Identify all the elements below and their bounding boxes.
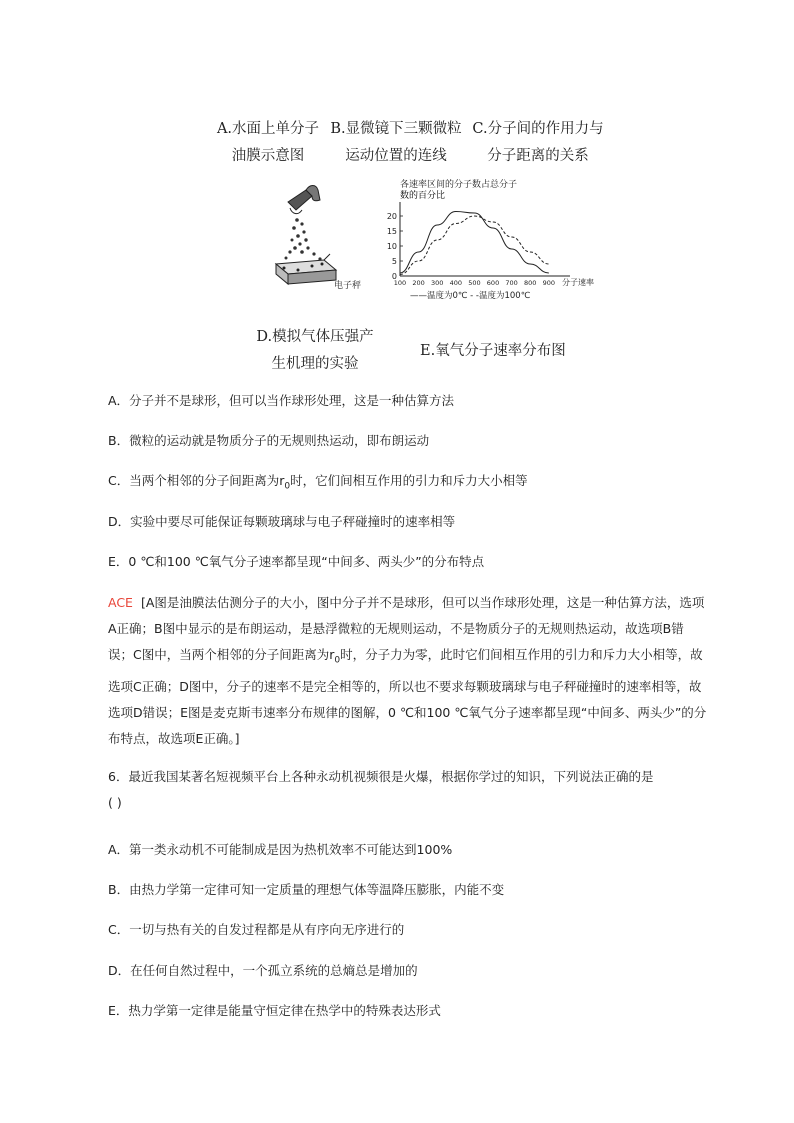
q5-option-a: A．分子并不是球形，但可以当作球形处理，这是一种估算方法 — [108, 393, 455, 408]
caption-b — [326, 117, 466, 165]
q6-option-e: E．热力学第一定律是能量守恒定律在热学中的特殊表达形式 — [108, 1003, 441, 1018]
caption-a-line1: A.水面上单分子 — [216, 121, 320, 137]
x-axis-label: 分子速率 — [562, 278, 594, 287]
caption-c-line2: 分子距离的关系 — [487, 148, 589, 164]
x-tick-label: 400 — [449, 279, 463, 287]
q6-option-c: C．一切与热有关的自发过程都是从有序向无序进行的 — [108, 922, 405, 937]
x-tick-label: 200 — [412, 279, 425, 287]
caption-a-line2: 油膜示意图 — [231, 148, 305, 164]
answer-text-2: 时，分子力为零，此时它们间相互作用的引力和斥力大小相等，故选项C正确；D图中，分子的速率不是完全相等的，所以也不要求每颗玻璃球与电子秤碰撞时的速率相等，故选项D错误；E图是麦克斯韦速率分布规律的图解，0 ℃和100 ℃氧气分子速率都呈现“中间多、两头少”的分布特点，故选项E正确。] — [108, 647, 707, 746]
q6-stem-bracket: ( ) — [108, 795, 122, 810]
q5-option-c — [108, 471, 528, 492]
x-tick-label: 900 — [542, 279, 556, 287]
x-tick-label: 100 — [393, 279, 407, 287]
q5-option-c-subscript: 0 — [284, 481, 291, 492]
y-tick-label: 0 — [391, 272, 397, 281]
series-line-0 — [400, 212, 549, 274]
caption-d-line1: D.模拟气体压强产 — [256, 329, 374, 345]
series-line-1 — [400, 216, 549, 275]
caption-b-line2: 运动位置的连线 — [345, 148, 447, 164]
caption-d-line2: 生机理的实验 — [271, 356, 359, 372]
caption-d — [250, 325, 380, 373]
scale-experiment-figure — [262, 180, 372, 295]
answer-subscript: 0 — [334, 655, 341, 666]
scale-label: 电子秤 — [334, 281, 362, 291]
chart-title-line2: 数的百分比 — [400, 191, 446, 201]
caption-c — [466, 117, 610, 165]
y-tick-label: 15 — [386, 227, 397, 236]
q6-stem — [108, 764, 718, 816]
x-tick-label: 500 — [468, 279, 481, 287]
q6-option-a: A．第一类永动机不可能制成是因为热机效率不可能达到100% — [108, 842, 453, 857]
answer-tag: ACE — [108, 595, 133, 610]
caption-e: E.氧气分子速率分布图 — [420, 343, 566, 359]
q5-option-c-text-2: 时，它们间相互作用的引力和斥力大小相等 — [290, 473, 528, 488]
chart-legend: ——温度为0℃ - -温度为100℃ — [410, 291, 531, 301]
x-tick-label: 600 — [486, 279, 500, 287]
velocity-distribution-chart — [380, 176, 600, 302]
answer-text-1: [A图是油膜法估测分子的大小，图中分子并不是球形，但可以当作球形处理，这是一种估算方法，选项A正确；B图中显示的是布朗运动，是悬浮微粒的无规则运动，不是物质分子的无规则热运动，故选项B错误；C图中，当两个相邻的分子间距离为r — [108, 595, 705, 662]
caption-a — [213, 117, 323, 165]
x-tick-label: 700 — [505, 279, 518, 287]
chart-title-line1: 各速率区间的分子数占总分子 — [400, 180, 518, 190]
q5-option-e: E．0 ℃和100 ℃氧气分子速率都呈现“中间多、两头少”的分布特点 — [108, 554, 485, 569]
caption-c-line1: C.分子间的作用力与 — [472, 121, 604, 137]
caption-b-line1: B.显微镜下三颗微粒 — [330, 121, 462, 137]
y-tick-label: 5 — [391, 257, 397, 266]
q6-option-d: D．在任何自然过程中，一个孤立系统的总熵总是增加的 — [108, 963, 418, 978]
x-tick-label: 300 — [430, 279, 444, 287]
q6-option-b: B．由热力学第一定律可知一定质量的理想气体等温降压膨胀，内能不变 — [108, 882, 505, 897]
y-tick-label: 20 — [386, 212, 397, 221]
x-tick-label: 800 — [524, 279, 537, 287]
q5-option-b: B．微粒的运动就是物质分子的无规则热运动，即布朗运动 — [108, 433, 430, 448]
q5-option-c-text-1: C．当两个相邻的分子间距离为r — [108, 473, 285, 488]
q5-answer-explanation — [108, 590, 708, 752]
q6-stem-line1: 6．最近我国某著名短视频平台上各种永动机视频很是火爆，根据你学过的知识，下列说法正确的是 — [108, 769, 654, 784]
y-tick-label: 10 — [386, 242, 397, 251]
q5-option-d: D．实验中要尽可能保证每颗玻璃球与电子秤碰撞时的速率相等 — [108, 514, 456, 529]
